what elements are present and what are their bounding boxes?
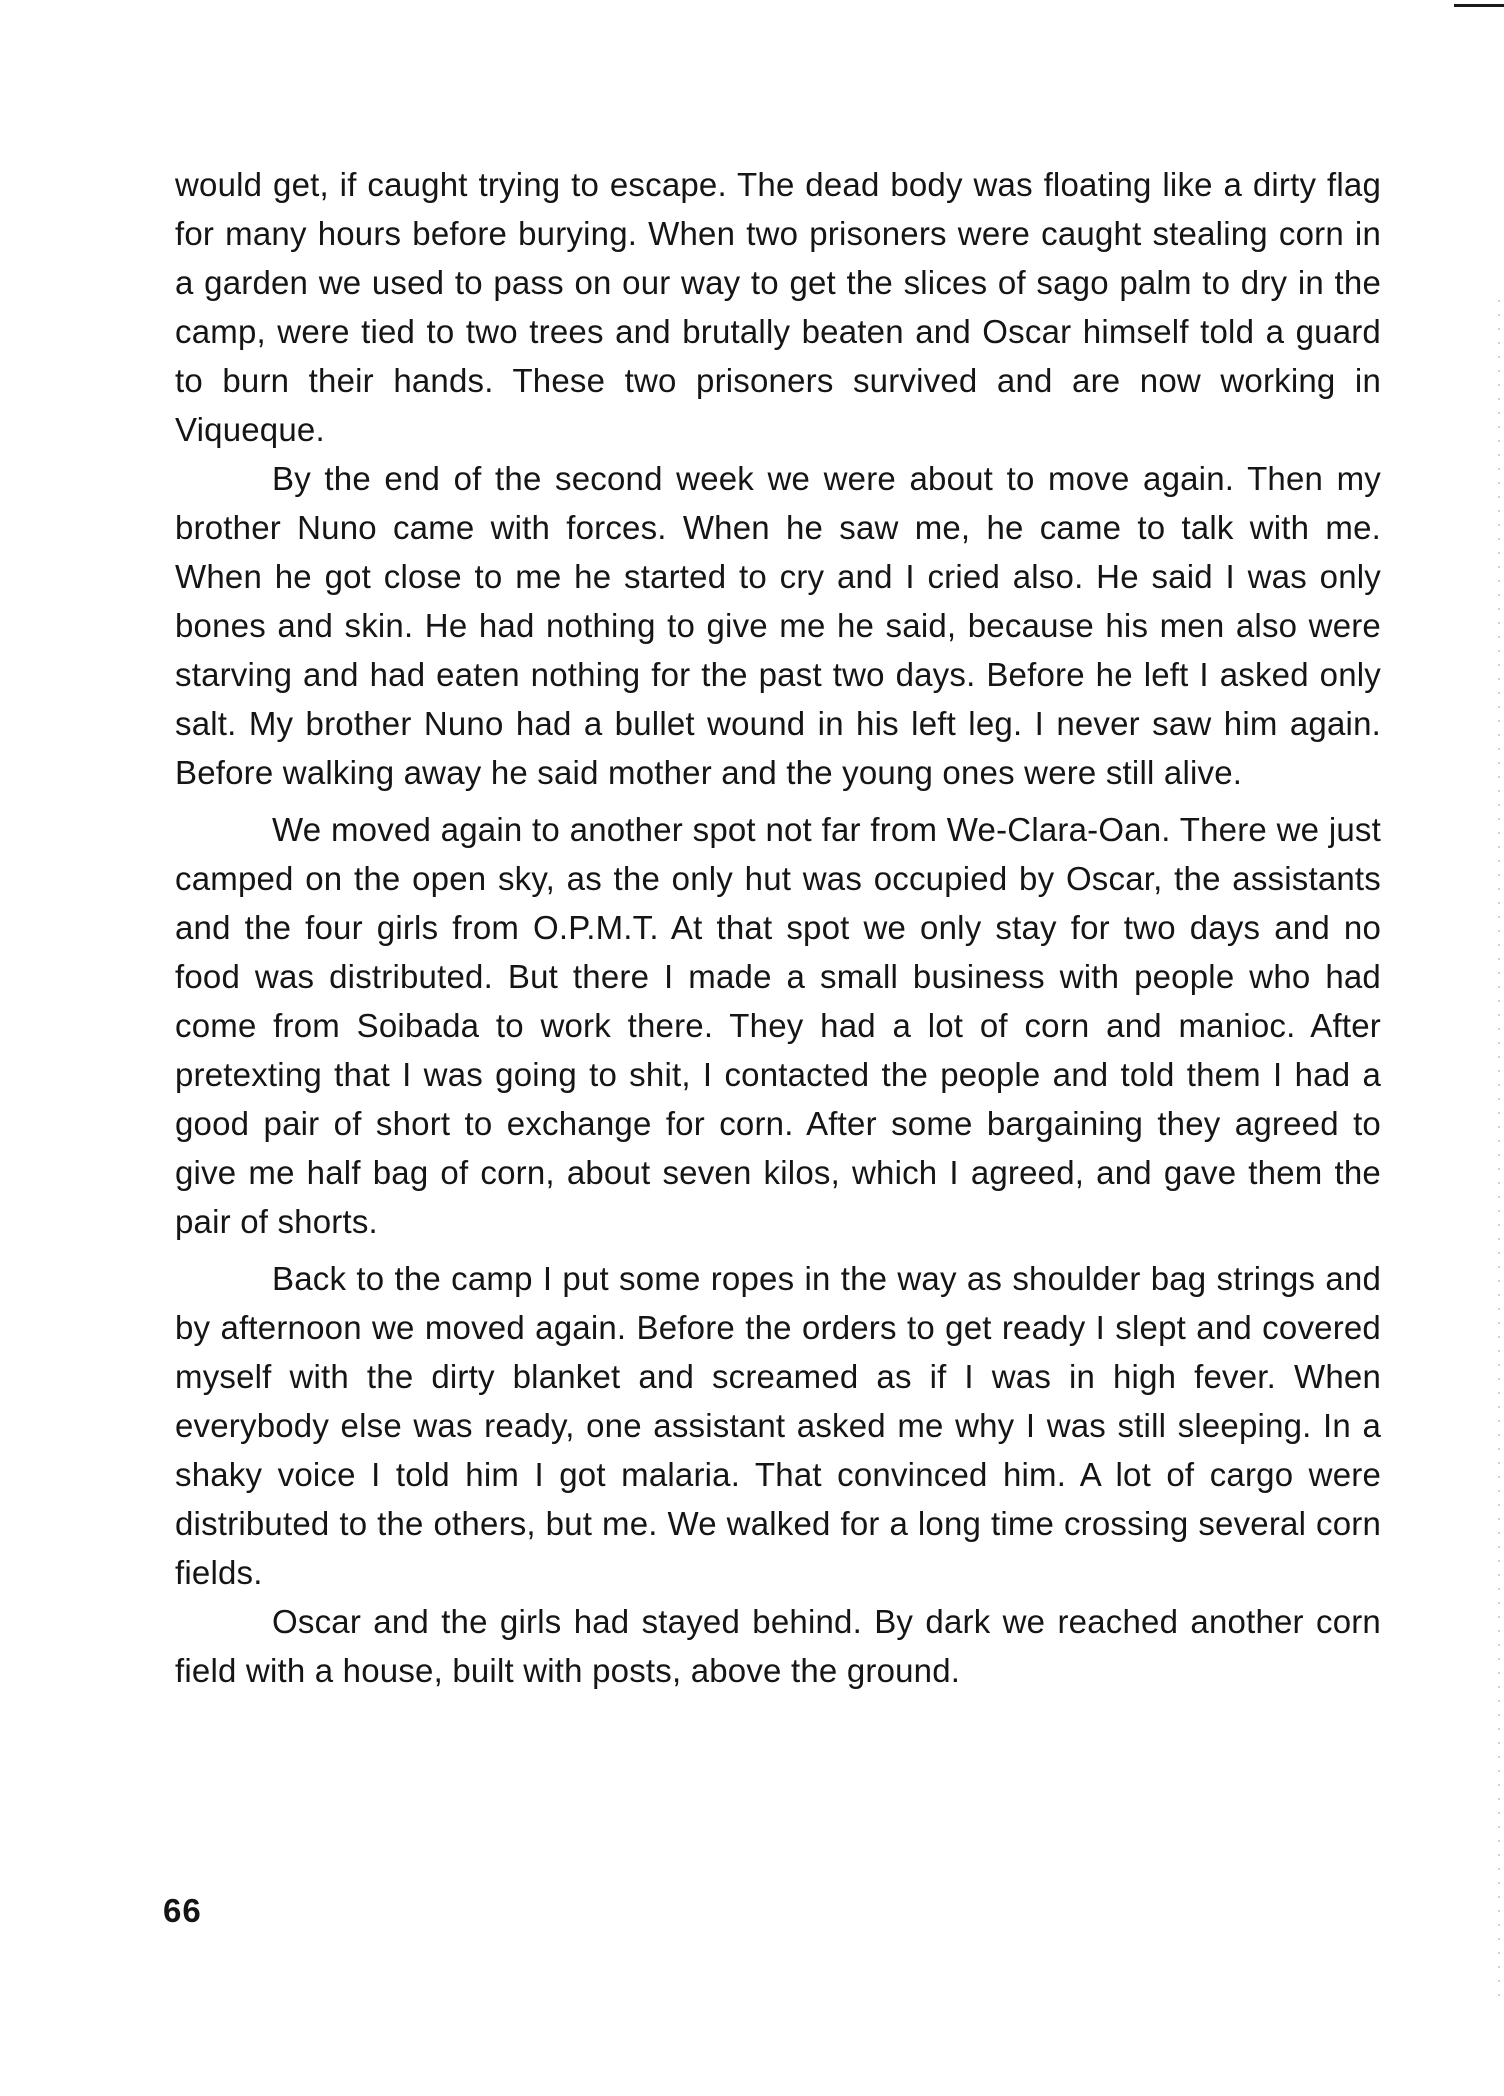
paragraph-3: We moved again to another spot not far from We-Clara-Oan. There we just camped on the open sky, as the only hut was occupied by Oscar, the assistants and the four girls from O.P.M.T. At that spot we only stay for two days and no food was distributed. But there I made a small business with people who had come from Soibada to work there. They had a lot of corn and manioc. After pretexting that I was going to shit, I contacted the people and told them I had a good pair of short to exchange for corn. After some bargaining they agreed to give me half bag of corn, about seven kilos, which I agreed, and gave them the pair of shorts. [175,811,1381,1240]
page-number: 66 [163,1892,202,1929]
body-text [175,160,1381,1695]
top-edge-rule [1454,4,1504,7]
paragraph-2: By the end of the second week we were about to move again. Then my brother Nuno came with forces. When he saw me, he came to talk with me. When he got close to me he started to cry and I cried also. He said I was only bones and skin. He had nothing to give me he said, because his men also were starving and had eaten nothing for the past two days. Before he left I asked only salt. My brother Nuno had a bullet wound in his left leg. I never saw him again. Before walking away he said mother and the young ones were still alive. [175,460,1381,791]
paragraph-5: Oscar and the girls had stayed behind. By dark we reached another corn field with a house, built with posts, above the ground. [175,1603,1381,1689]
paragraph-4: Back to the camp I put some ropes in the way as shoulder bag strings and by afternoon we moved again. Before the orders to get ready I slept and covered myself with the dirty blanket and screamed as if I was in high fever. When everybody else was ready, one assistant asked me why I was still sleeping. In a shaky voice I told him I got malaria. That convinced him. A lot of cargo were distributed to the others, but me. We walked for a long time crossing several corn fields. [175,1260,1381,1591]
paragraph-1: would get, if caught trying to escape. The dead body was floating like a dirty flag for many hours before burying. When two prisoners were caught stealing corn in a garden we used to pass on our way to get the slices of sago palm to dry in the camp, were tied to two trees and brutally beaten and Oscar himself told a guard to burn their hands. These two prisoners survived and are now working in Viqueque. [175,166,1381,448]
scan-edge-marks [1498,300,1500,2000]
